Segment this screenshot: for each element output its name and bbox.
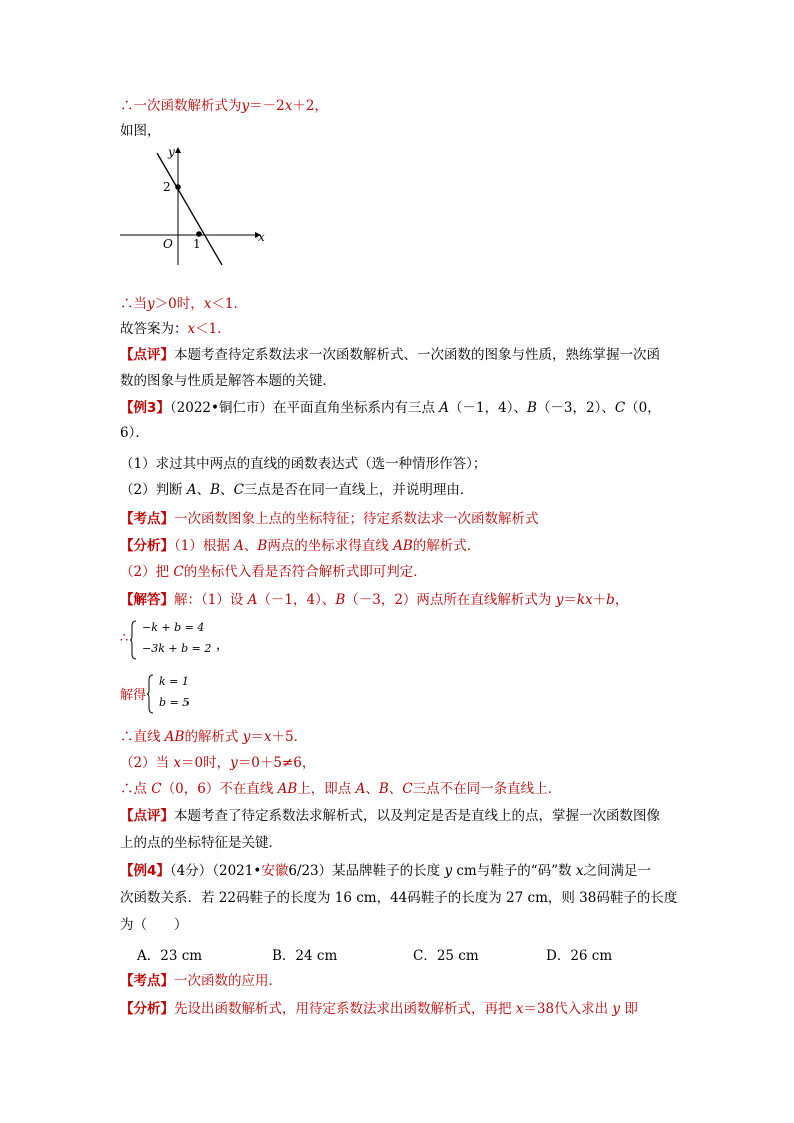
answer-line: 故答案为：x＜1． — [120, 321, 231, 337]
option-b: B．24 cm — [272, 948, 338, 964]
question-2: （2）判断 A、B、C三点是否在同一直线上，并说明理由． — [120, 482, 474, 498]
text-line: 数的图象与性质是解答本题的关键． — [120, 373, 336, 389]
text-line: 为（ ） — [120, 917, 188, 933]
analysis-line: 【分析】（1）根据 A、B两点的坐标求得直线 AB的解析式． — [120, 538, 481, 554]
example-4-header: 【例4】（4分）（2021•安徽6/23）某品牌鞋子的长度 y cm与鞋子的“码”数 x之间满足一 — [120, 863, 651, 879]
example-3-header: 【例3】（2022•铜仁市）在平面直角坐标系内有三点 A（－1，4）、B（－3，2）、C（0， — [120, 400, 661, 416]
y-axis-label: y — [168, 145, 175, 159]
option-c: C．25 cm — [413, 948, 479, 964]
tick-label-1: 1 — [193, 237, 201, 251]
text-line: 如图， — [120, 123, 161, 139]
analysis-line: 【分析】先设出函数解析式，用待定系数法求出函数解析式，再把 x＝38代入求出 y 即 — [120, 1001, 638, 1017]
text-line: 次函数关系．若 22码鞋子的长度为 16 cm，44码鞋子的长度为 27 cm，则 38码鞋子的长度 — [120, 890, 678, 906]
solution-line: （2）当 x＝0时，y＝0＋5≠6， — [120, 755, 316, 771]
text-line: 上的点的坐标特征是关键． — [120, 835, 282, 851]
equation-system-1: ∴ −k + b = 4 −3k + b = 2 ， — [120, 620, 320, 662]
option-a: A．23 cm — [137, 948, 203, 964]
point-y-intercept — [175, 184, 181, 190]
question-1: （1）求过其中两点的直线的函数表达式（选一种情形作答）； — [120, 456, 487, 472]
comment-line: 【点评】本题考查了待定系数法求解析式，以及判定是否是直线上的点，掌握一次函数图像 — [120, 808, 660, 824]
solution-line: 【解答】解：（1）设 A（－1，4）、B（－3，2）两点所在直线解析式为 y＝kx＋b， — [120, 592, 629, 608]
conclusion-line: ∴当y＞0时，x＜1． — [120, 296, 247, 312]
x-axis-label: x — [258, 230, 265, 244]
analysis-line: （2）把 C的坐标代入看是否符合解析式即可判定． — [120, 564, 427, 580]
comment-line: 【点评】本题考查待定系数法求一次函数解析式、一次函数的图象与性质，熟练掌握一次函 — [120, 347, 660, 363]
knowledge-point: 【考点】一次函数的应用． — [120, 973, 282, 989]
conclusion-line: ∴一次函数解析式为y＝－2x＋2， — [120, 98, 328, 114]
text-line: 6）． — [120, 425, 149, 441]
origin-label: O — [163, 237, 173, 251]
function-graph — [112, 140, 272, 270]
tick-label-2: 2 — [163, 180, 171, 194]
solution-line: ∴点 C（0，6）不在直线 AB上，即点 A、B、C三点不在同一条直线上． — [120, 781, 562, 797]
solution-line: ∴直线 AB的解析式 y＝x＋5． — [120, 729, 308, 745]
point-x-intercept — [196, 231, 202, 237]
option-d: D．26 cm — [546, 948, 613, 964]
knowledge-point: 【考点】一次函数图象上点的坐标特征；待定系数法求一次函数解析式 — [120, 511, 539, 527]
equation-system-2: 解得 k = 1 b = 5 ， — [120, 674, 320, 716]
